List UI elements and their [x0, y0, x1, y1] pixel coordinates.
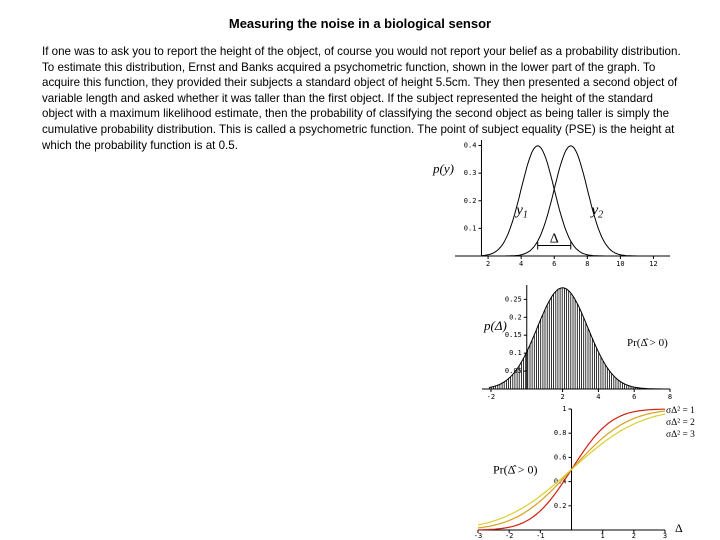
- chart3-x-tick-label: 2: [631, 532, 636, 540]
- chart3-x-tick-label: 3: [662, 532, 668, 540]
- chart3-y-tick-label: 0.2: [553, 501, 567, 510]
- chart3-y-tick-label: 0.8: [553, 429, 567, 438]
- chart2-x-tick-label: -2: [486, 393, 496, 401]
- chart2-y-tick-label: 0.05: [504, 367, 522, 376]
- chart1-x-tick-label: 6: [552, 260, 557, 268]
- chart1-x-tick-label: 4: [519, 260, 524, 268]
- chart2-x-tick-label: 2: [560, 393, 565, 401]
- chart1-y-tick-label: 0.3: [463, 169, 477, 178]
- chart3-legend-entry: σΔ² = 3: [666, 430, 695, 440]
- chart3-y-tick-label: 0.4: [553, 477, 567, 486]
- chart1-x-tick-label: 12: [649, 260, 658, 268]
- chart2-annotation: Pr(Δ̂ > 0): [627, 336, 668, 349]
- chart3-x-tick-label: -3: [473, 532, 483, 540]
- chart2-x-tick-label: 6: [632, 393, 637, 401]
- chart1-series-y1: [482, 146, 671, 256]
- chart1-delta-label: Δ: [549, 231, 559, 247]
- chart2-x-tick-label: 4: [596, 393, 601, 401]
- chart3-x-tick-label: 1: [600, 532, 605, 540]
- chart1-series-y2: [482, 146, 671, 256]
- chart3-y-tick-label: 0.6: [553, 453, 567, 462]
- chart1-series-label: $y_1$: [516, 202, 528, 221]
- chart2-y-tick-label: 0.1: [509, 349, 522, 358]
- chart1-y-axis-label: p(y): [433, 161, 454, 177]
- chart1-x-tick-label: 10: [616, 260, 625, 268]
- chart2-y-tick-label: 0.15: [504, 331, 522, 340]
- chart3-x-axis-label: Δ: [675, 521, 683, 535]
- chart1-series-label: $y_2$: [591, 202, 604, 221]
- body-paragraph: If one was to ask you to report the height of the object, of course you would not report your belief as a probability distribution. To estimate this distribution, Ernst and Banks acquired a psychometric function, shown in the lower part of the graph. To acquire this function, they provided their subjects a standard object of height 5.5cm. They then presented a second object of variable length and asked whether it was taller than the first object. If the subject represented the height of the standard object with a maximum likelihood estimate, then the probability of classifying the second object as being taller is simply the cumulative probability distribution. This is called a psychometric function. The point of subject equality (PSE) is the height at which the probability function is at 0.5.: [42, 45, 681, 152]
- chart2-y-axis-label: p(Δ): [484, 317, 507, 333]
- chart1-y-tick-label: 0.2: [463, 196, 477, 205]
- chart3-x-tick-label: -2: [504, 532, 514, 540]
- chart1-y-tick-label: 0.1: [463, 224, 477, 233]
- chart2-y-tick-label: 0.25: [504, 295, 522, 304]
- chart3-y-tick-label: 1: [562, 405, 567, 413]
- chart1-x-tick-label: 8: [585, 260, 590, 268]
- chart2-x-tick-label: 8: [667, 393, 673, 401]
- chart3-x-tick-label: -1: [536, 532, 545, 540]
- chart3-legend-entry: σΔ² = 2: [666, 418, 695, 428]
- chart1-x-tick-label: 2: [485, 260, 491, 268]
- page-title: Measuring the noise in a biological sensor: [228, 16, 492, 31]
- chart1-y-tick-label: 0.4: [463, 141, 477, 150]
- chart3-legend-entry: σΔ² = 1: [666, 406, 695, 416]
- chart2-y-tick-label: 0.2: [509, 313, 522, 322]
- chart3-y-axis-label: Pr(Δ̂ > 0): [493, 462, 538, 477]
